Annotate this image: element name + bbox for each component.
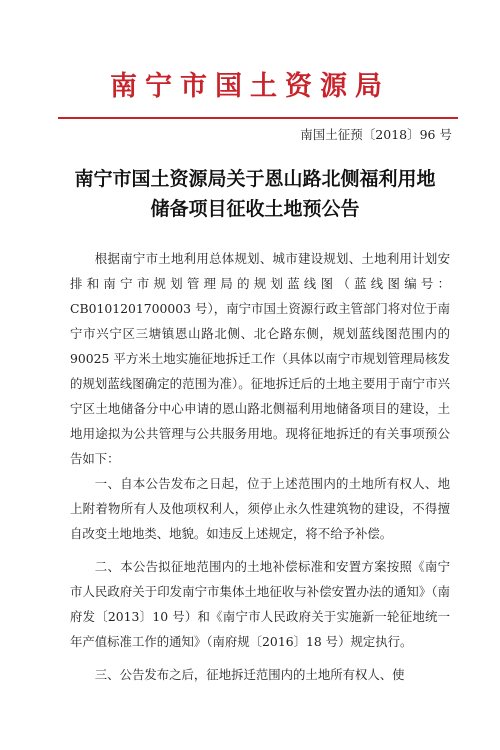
paragraph-item-1: 一、自本公告发布之日起，位于上述范围内的土地所有权人、地上附着物所有人及他项权利人，须停止永久性建筑物的建设，不得擅自改变土地地类、地貌。如违反上述规定，将不给予补偿。 <box>70 476 450 541</box>
document-title <box>40 164 470 224</box>
paragraph-item-2: 二、本公告拟征地范围内的土地补偿标准和安置方案按照《南宁市人民政府关于印发南宁市集体土地征收与补偿安置办法的通知》（南府发〔2013〕10 号）和《南宁市人民政府关于实施新一轮征地统一年产值标准工作的通知》（南府规〔2016〕18 号）规定执行。 <box>70 559 450 649</box>
paragraph-item-3: 三、公告发布之后，征地拆迁范围内的土地所有权人、使 <box>94 667 405 682</box>
issuing-agency-header: 南宁市国土资源局 <box>110 71 390 102</box>
document-number: 南国土征预〔2018〕96 号 <box>300 127 452 142</box>
paragraph-intro: 根据南宁市土地利用总体规划、城市建设规划、土地利用计划安排和南宁市规划管理局的规划蓝线图（蓝线图编号：CB0101201700003 号），南宁市国土资源行政主管部门将对位于南宁市兴宁区三塘镇恩山路北侧、北仑路东侧，规划蓝线图范围内的 90025 平方米土地实施征地拆迁工作（具体以南宁市规划管理局核发的规划蓝线图确定的范围为准）。征地拆迁后的土地主要用于南宁市兴宁区土地储备分中心申请的恩山路北侧福利用地储备项目的建设，土地用途拟为公共管理与公共服务用地。现将征地拆迁的有关事项预公告如下： <box>70 251 450 466</box>
title-line-2: 储备项目征收土地预公告 <box>150 198 360 220</box>
red-header-rule <box>58 117 458 119</box>
title-line-1: 南宁市国土资源局关于恩山路北侧福利用地 <box>74 168 436 190</box>
document-body <box>70 246 450 687</box>
